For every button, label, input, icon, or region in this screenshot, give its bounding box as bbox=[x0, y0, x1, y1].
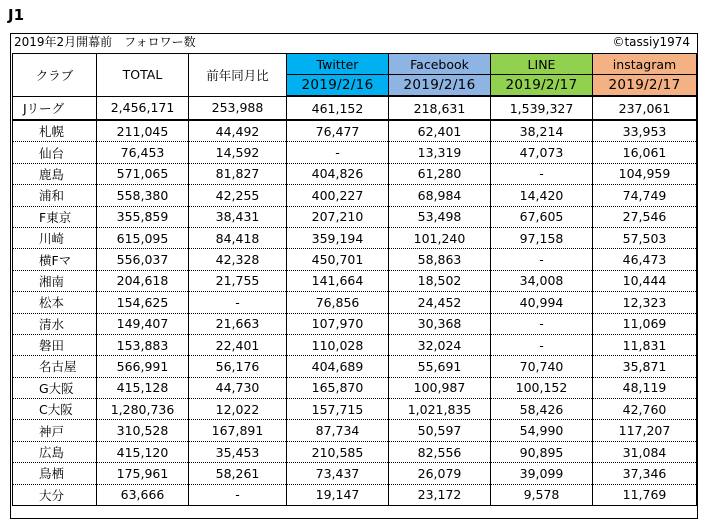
facebook-cell: 68,984 bbox=[389, 185, 491, 206]
header-yoy: 前年同月比 bbox=[189, 54, 287, 97]
table-row bbox=[13, 163, 697, 184]
club-cell: G大阪 bbox=[13, 377, 97, 398]
facebook-cell: 26,079 bbox=[389, 463, 491, 484]
facebook-cell: 18,502 bbox=[389, 270, 491, 291]
total-cell: 571,065 bbox=[97, 163, 189, 184]
facebook-cell: 30,368 bbox=[389, 313, 491, 334]
instagram-cell: 16,061 bbox=[593, 142, 697, 163]
line-cell: 70,740 bbox=[491, 356, 593, 377]
instagram-cell: 104,959 bbox=[593, 163, 697, 184]
instagram-cell: 10,444 bbox=[593, 270, 697, 291]
total-cell: 149,407 bbox=[97, 313, 189, 334]
header-twitter: Twitter bbox=[287, 54, 389, 75]
club-cell: 松本 bbox=[13, 292, 97, 313]
yoy-cell: 12,022 bbox=[189, 399, 287, 420]
instagram-cell: 57,503 bbox=[593, 227, 697, 248]
facebook-cell: 62,401 bbox=[389, 120, 491, 142]
table-row bbox=[13, 420, 697, 441]
header-total: TOTAL bbox=[97, 54, 189, 97]
table-row bbox=[13, 356, 697, 377]
total-cell: 76,453 bbox=[97, 142, 189, 163]
table-row bbox=[13, 120, 697, 142]
yoy-cell: 42,328 bbox=[189, 249, 287, 270]
twitter-cell: 165,870 bbox=[287, 377, 389, 398]
facebook-cell: 58,863 bbox=[389, 249, 491, 270]
followers-table bbox=[12, 53, 697, 506]
club-cell: 仙台 bbox=[13, 142, 97, 163]
sheet-heading: J1 bbox=[8, 6, 25, 24]
twitter-cell: 404,826 bbox=[287, 163, 389, 184]
twitter-cell: 359,194 bbox=[287, 227, 389, 248]
facebook-cell: 13,319 bbox=[389, 142, 491, 163]
caption-title: 2019年2月開幕前 フォロワー数 bbox=[14, 35, 196, 49]
instagram-cell: 74,749 bbox=[593, 185, 697, 206]
table-row bbox=[13, 142, 697, 163]
twitter-cell: 19,147 bbox=[287, 484, 389, 505]
caption-credit: ©tassiy1974 bbox=[612, 35, 690, 49]
yoy-cell: 21,663 bbox=[189, 313, 287, 334]
line-cell: 100,152 bbox=[491, 377, 593, 398]
yoy-cell: 14,592 bbox=[189, 142, 287, 163]
line-cell: - bbox=[491, 249, 593, 270]
twitter-cell: 141,664 bbox=[287, 270, 389, 291]
yoy-cell: 35,453 bbox=[189, 441, 287, 462]
facebook-cell: 24,452 bbox=[389, 292, 491, 313]
total-cell: 211,045 bbox=[97, 120, 189, 142]
table-row bbox=[13, 206, 697, 227]
line-cell: 9,578 bbox=[491, 484, 593, 505]
total-cell: 2,456,171 bbox=[97, 96, 189, 120]
instagram-cell: 11,069 bbox=[593, 313, 697, 334]
facebook-cell: 50,597 bbox=[389, 420, 491, 441]
league-total-row bbox=[13, 96, 697, 120]
line-cell: 58,426 bbox=[491, 399, 593, 420]
instagram-cell: 11,769 bbox=[593, 484, 697, 505]
instagram-cell: 37,346 bbox=[593, 463, 697, 484]
header-facebook: Facebook bbox=[389, 54, 491, 75]
table-caption bbox=[10, 33, 698, 52]
line-cell: - bbox=[491, 313, 593, 334]
club-cell: 清水 bbox=[13, 313, 97, 334]
instagram-cell: 31,084 bbox=[593, 441, 697, 462]
instagram-cell: 33,953 bbox=[593, 120, 697, 142]
instagram-cell: 11,831 bbox=[593, 334, 697, 355]
total-cell: 556,037 bbox=[97, 249, 189, 270]
facebook-cell: 55,691 bbox=[389, 356, 491, 377]
facebook-cell: 61,280 bbox=[389, 163, 491, 184]
line-cell: 90,895 bbox=[491, 441, 593, 462]
yoy-cell: 22,401 bbox=[189, 334, 287, 355]
total-cell: 415,120 bbox=[97, 441, 189, 462]
instagram-cell: 46,473 bbox=[593, 249, 697, 270]
yoy-cell: 253,988 bbox=[189, 96, 287, 120]
total-cell: 415,128 bbox=[97, 377, 189, 398]
total-cell: 615,095 bbox=[97, 227, 189, 248]
club-cell: 湘南 bbox=[13, 270, 97, 291]
facebook-cell: 101,240 bbox=[389, 227, 491, 248]
total-cell: 175,961 bbox=[97, 463, 189, 484]
table-row bbox=[13, 463, 697, 484]
facebook-cell: 53,498 bbox=[389, 206, 491, 227]
club-cell: 浦和 bbox=[13, 185, 97, 206]
yoy-cell: 21,755 bbox=[189, 270, 287, 291]
table-row bbox=[13, 399, 697, 420]
facebook-cell: 32,024 bbox=[389, 334, 491, 355]
line-cell: - bbox=[491, 334, 593, 355]
total-cell: 355,859 bbox=[97, 206, 189, 227]
yoy-cell: 81,827 bbox=[189, 163, 287, 184]
club-cell: 大分 bbox=[13, 484, 97, 505]
total-cell: 204,618 bbox=[97, 270, 189, 291]
club-cell: 鳥栖 bbox=[13, 463, 97, 484]
table-row bbox=[13, 227, 697, 248]
table-row bbox=[13, 377, 697, 398]
club-cell: F東京 bbox=[13, 206, 97, 227]
date-instagram: 2019/2/17 bbox=[593, 75, 697, 97]
twitter-cell: 404,689 bbox=[287, 356, 389, 377]
twitter-cell: 110,028 bbox=[287, 334, 389, 355]
line-cell: 39,099 bbox=[491, 463, 593, 484]
twitter-cell: 450,701 bbox=[287, 249, 389, 270]
line-cell: 54,990 bbox=[491, 420, 593, 441]
twitter-cell: - bbox=[287, 142, 389, 163]
club-cell: 神戸 bbox=[13, 420, 97, 441]
twitter-cell: 107,970 bbox=[287, 313, 389, 334]
twitter-cell: 76,856 bbox=[287, 292, 389, 313]
twitter-cell: 73,437 bbox=[287, 463, 389, 484]
header-instagram: instagram bbox=[593, 54, 697, 75]
line-cell: 1,539,327 bbox=[491, 96, 593, 120]
facebook-cell: 82,556 bbox=[389, 441, 491, 462]
total-cell: 154,625 bbox=[97, 292, 189, 313]
total-cell: 558,380 bbox=[97, 185, 189, 206]
twitter-cell: 210,585 bbox=[287, 441, 389, 462]
table-row bbox=[13, 292, 697, 313]
facebook-cell: 100,987 bbox=[389, 377, 491, 398]
instagram-cell: 237,061 bbox=[593, 96, 697, 120]
line-cell: 38,214 bbox=[491, 120, 593, 142]
club-cell: 名古屋 bbox=[13, 356, 97, 377]
line-cell: 14,420 bbox=[491, 185, 593, 206]
instagram-cell: 48,119 bbox=[593, 377, 697, 398]
twitter-cell: 87,734 bbox=[287, 420, 389, 441]
table-row bbox=[13, 270, 697, 291]
table-row bbox=[13, 441, 697, 462]
yoy-cell: - bbox=[189, 484, 287, 505]
instagram-cell: 42,760 bbox=[593, 399, 697, 420]
facebook-cell: 1,021,835 bbox=[389, 399, 491, 420]
club-cell: 広島 bbox=[13, 441, 97, 462]
yoy-cell: 167,891 bbox=[189, 420, 287, 441]
club-cell: 磐田 bbox=[13, 334, 97, 355]
twitter-cell: 76,477 bbox=[287, 120, 389, 142]
yoy-cell: - bbox=[189, 292, 287, 313]
table-row bbox=[13, 185, 697, 206]
header-row bbox=[13, 54, 697, 75]
club-cell: 鹿島 bbox=[13, 163, 97, 184]
total-cell: 153,883 bbox=[97, 334, 189, 355]
instagram-cell: 12,323 bbox=[593, 292, 697, 313]
line-cell: 47,073 bbox=[491, 142, 593, 163]
line-cell: 40,994 bbox=[491, 292, 593, 313]
facebook-cell: 218,631 bbox=[389, 96, 491, 120]
twitter-cell: 207,210 bbox=[287, 206, 389, 227]
date-line: 2019/2/17 bbox=[491, 75, 593, 97]
yoy-cell: 58,261 bbox=[189, 463, 287, 484]
line-cell: - bbox=[491, 163, 593, 184]
club-cell: C大阪 bbox=[13, 399, 97, 420]
date-facebook: 2019/2/16 bbox=[389, 75, 491, 97]
line-cell: 97,158 bbox=[491, 227, 593, 248]
yoy-cell: 44,492 bbox=[189, 120, 287, 142]
header-club: クラブ bbox=[13, 54, 97, 97]
instagram-cell: 35,871 bbox=[593, 356, 697, 377]
club-cell: 横Fマ bbox=[13, 249, 97, 270]
table-row bbox=[13, 484, 697, 505]
header-line: LINE bbox=[491, 54, 593, 75]
facebook-cell: 23,172 bbox=[389, 484, 491, 505]
table-row bbox=[13, 334, 697, 355]
total-cell: 63,666 bbox=[97, 484, 189, 505]
table-row bbox=[13, 249, 697, 270]
twitter-cell: 400,227 bbox=[287, 185, 389, 206]
twitter-cell: 461,152 bbox=[287, 96, 389, 120]
club-cell: 川崎 bbox=[13, 227, 97, 248]
yoy-cell: 42,255 bbox=[189, 185, 287, 206]
total-cell: 566,991 bbox=[97, 356, 189, 377]
line-cell: 67,605 bbox=[491, 206, 593, 227]
yoy-cell: 44,730 bbox=[189, 377, 287, 398]
date-twitter: 2019/2/16 bbox=[287, 75, 389, 97]
total-cell: 1,280,736 bbox=[97, 399, 189, 420]
line-cell: 34,008 bbox=[491, 270, 593, 291]
club-cell: Jリーグ bbox=[13, 96, 97, 120]
table-row bbox=[13, 313, 697, 334]
club-cell: 札幌 bbox=[13, 120, 97, 142]
total-cell: 310,528 bbox=[97, 420, 189, 441]
yoy-cell: 56,176 bbox=[189, 356, 287, 377]
twitter-cell: 157,715 bbox=[287, 399, 389, 420]
instagram-cell: 117,207 bbox=[593, 420, 697, 441]
instagram-cell: 27,546 bbox=[593, 206, 697, 227]
yoy-cell: 84,418 bbox=[189, 227, 287, 248]
yoy-cell: 38,431 bbox=[189, 206, 287, 227]
